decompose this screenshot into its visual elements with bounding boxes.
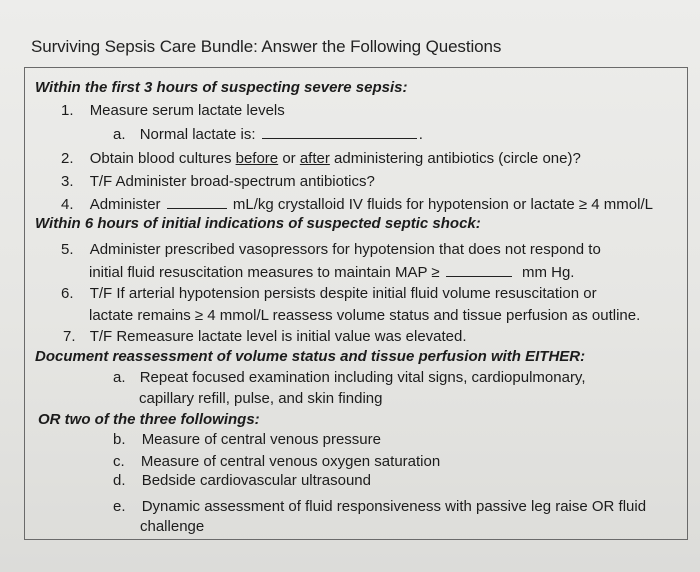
item-letter: b. xyxy=(113,431,126,448)
item-text: Measure of central venous oxygen saturation xyxy=(140,453,441,470)
item-e xyxy=(113,497,646,516)
question-number: 1. xyxy=(61,102,74,119)
question-letter: a. xyxy=(113,126,126,143)
item-b xyxy=(113,430,381,449)
question-number: 6. xyxy=(61,285,74,302)
section-heading-reassessment: Document reassessment of volume status and tissue perfusion with EITHER: xyxy=(35,348,586,365)
answer-blank[interactable] xyxy=(262,124,417,139)
question-2 xyxy=(61,149,581,168)
item-a-cont: capillary refill, pulse, and skin finding xyxy=(139,390,383,407)
question-number: 5. xyxy=(61,241,74,258)
item-letter: c. xyxy=(113,453,125,470)
question-7 xyxy=(63,327,467,346)
question-6 xyxy=(61,284,597,303)
item-letter: a. xyxy=(113,369,126,386)
question-text-pre: Administer xyxy=(89,196,161,213)
question-text: Normal lactate is: xyxy=(139,126,256,143)
section-heading-6-hours: Within 6 hours of initial indications of suspected septic shock: xyxy=(35,215,481,232)
page-title: Surviving Sepsis Care Bundle: Answer the Following Questions xyxy=(31,37,502,56)
option-after[interactable]: after xyxy=(299,150,330,167)
section-heading-3-hours: Within the first 3 hours of suspecting severe sepsis: xyxy=(35,79,408,96)
question-number: 3. xyxy=(61,173,74,190)
question-text-pre: Obtain blood cultures xyxy=(89,150,236,167)
question-text-pre: initial fluid resuscitation measures to maintain MAP ≥ xyxy=(89,264,440,281)
question-text-post: mL/kg crystalloid IV fluids for hypotension or lactate ≥ 4 mmol/L xyxy=(232,196,653,213)
question-number: 7. xyxy=(63,328,76,345)
period: . xyxy=(418,126,423,143)
question-text: Measure serum lactate levels xyxy=(89,102,285,119)
option-before[interactable]: before xyxy=(235,150,279,167)
question-text: T/F Remeasure lactate level is initial value was elevated. xyxy=(89,328,467,345)
item-text: Repeat focused examination including vital signs, cardiopulmonary, xyxy=(139,369,586,386)
question-text-post: administering antibiotics (circle one)? xyxy=(329,150,581,167)
question-text-post: mm Hg. xyxy=(521,264,575,281)
question-number: 2. xyxy=(61,150,74,167)
item-c xyxy=(113,452,440,471)
subheading-or-two-of-three: OR two of the three followings: xyxy=(38,411,260,428)
question-number: 4. xyxy=(61,196,74,213)
question-text: T/F If arterial hypotension persists despite initial fluid volume resuscitation or xyxy=(89,285,597,302)
question-text-mid: or xyxy=(278,150,300,167)
item-text: Bedside cardiovascular ultrasound xyxy=(141,472,371,489)
question-5 xyxy=(61,240,601,259)
item-letter: d. xyxy=(113,472,126,489)
question-1 xyxy=(61,101,285,120)
question-4 xyxy=(61,194,653,214)
item-e-cont: challenge xyxy=(140,518,205,535)
question-text: Administer prescribed vasopressors for hypotension that does not respond to xyxy=(89,241,601,258)
item-letter: e. xyxy=(113,498,126,515)
item-text: Dynamic assessment of fluid responsiveness with passive leg raise OR fluid xyxy=(141,498,647,515)
question-text: T/F Administer broad-spectrum antibiotics? xyxy=(89,173,375,190)
question-6-cont: lactate remains ≥ 4 mmol/L reassess volume status and tissue perfusion as outline. xyxy=(89,307,641,324)
answer-blank[interactable] xyxy=(167,194,227,209)
item-text: Measure of central venous pressure xyxy=(141,431,381,448)
item-d xyxy=(113,471,371,490)
question-1a xyxy=(113,124,423,144)
question-3 xyxy=(61,172,375,191)
item-a xyxy=(113,368,586,387)
answer-blank[interactable] xyxy=(446,262,512,277)
question-5-cont xyxy=(89,262,574,282)
